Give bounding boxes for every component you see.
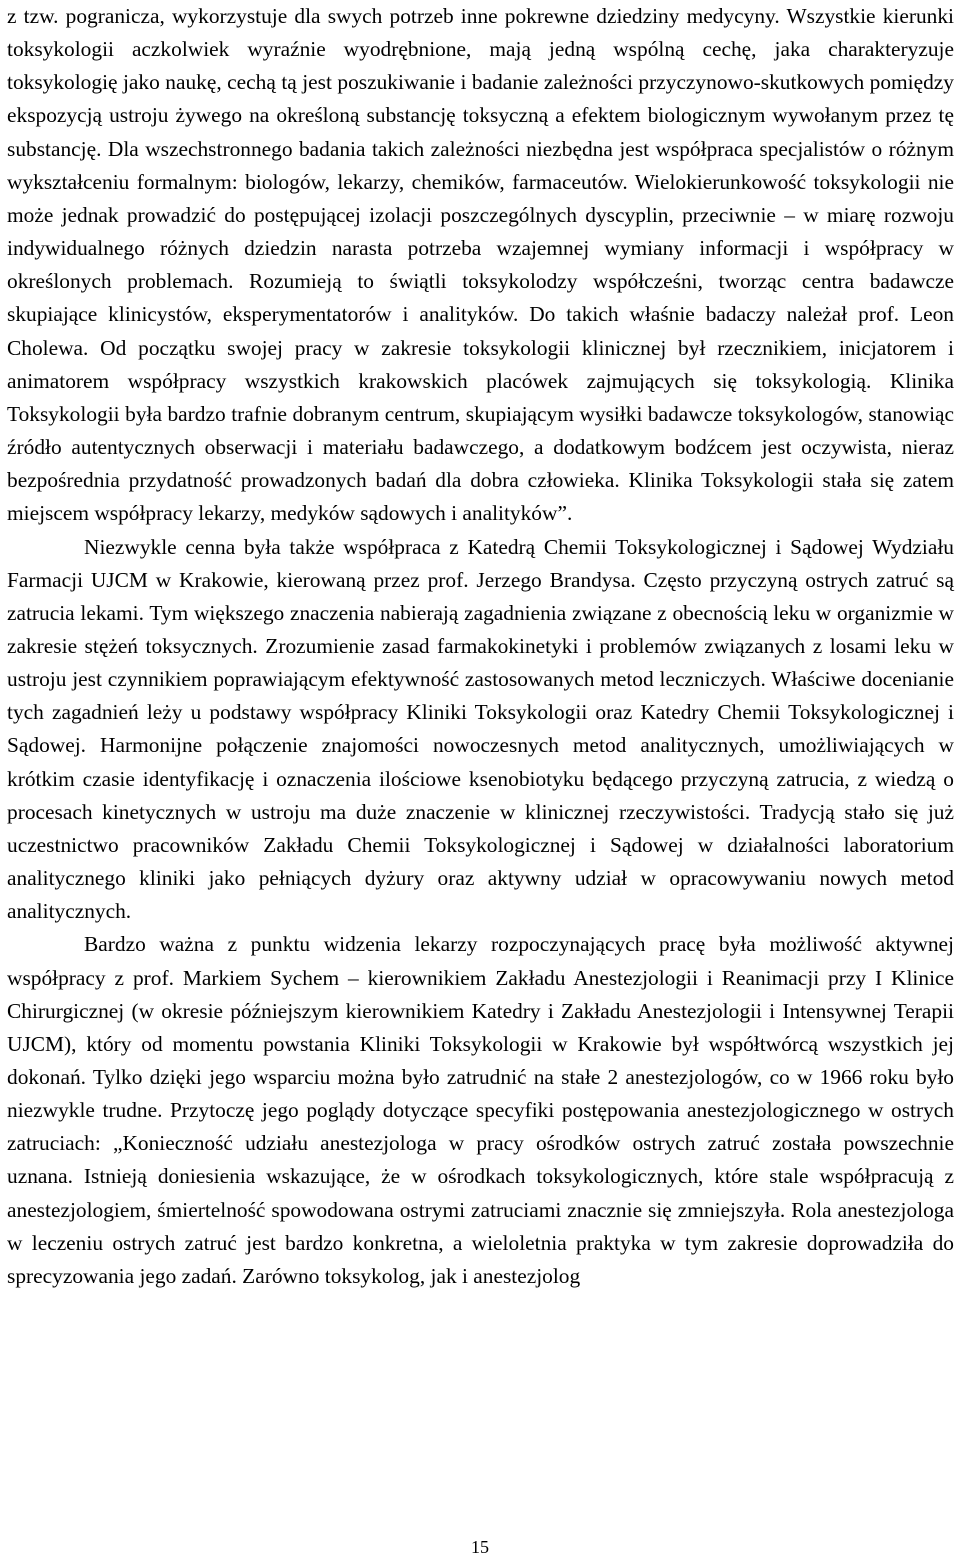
document-page bbox=[7, 0, 954, 1293]
paragraph-continuation: z tzw. pogranicza, wykorzystuje dla swych potrzeb inne pokrewne dziedziny medycyny. Wszystkie kierunki toksykologii aczkolwiek wyraźnie wyodrębnione, mają jedną wspólną cechę, jaka charakteryzuje toksykologię jako naukę, cechą tą jest poszukiwanie i badanie zależności przyczynowo-skutkowych pomiędzy ekspozycją ustroju żywego na określoną substancję toksyczną a efektem biologicznym wywołanym przez tę substancję. Dla wszechstronnego badania takich zależności niezbędna jest współpraca specjalistów o różnym wykształceniu formalnym: biologów, lekarzy, chemików, farmaceutów. Wielokierunkowość toksykologii nie może jednak prowadzić do postępującej izolacji poszczególnych dyscyplin, przeciwnie – w miarę rozwoju indywidualnego różnych dziedzin narasta potrzeba wzajemnej wymiany informacji i współpracy w określonych problemach. Rozumieją to świątli toksykolodzy współcześni, tworząc centra badawcze skupiające klinicystów, eksperymentatorów i analityków. Do takich właśnie badaczy należał prof. Leon Cholewa. Od początku swojej pracy w zakresie toksykologii klinicznej był rzecznikiem, inicjatorem i animatorem współpracy wszystkich krakowskich placówek zajmujących się toksykologią. Klinika Toksykologii była bardzo trafnie dobranym centrum, skupiającym wysiłki badawcze toksykologów, stanowiąc źródło autentycznych obserwacji i materiału badawczego, a dodatkowym bodźcem jest oczywista, nieraz bezpośrednia przydatność prowadzonych badań dla dobra człowieka. Klinika Toksykologii stała się zatem miejscem współpracy lekarzy, medyków sądowych i analityków”. bbox=[7, 4, 954, 526]
paragraph-anesthesiology-cooperation: Bardzo ważna z punktu widzenia lekarzy rozpoczynających pracę była możliwość aktywnej współpracy z prof. Markiem Sychem – kierownikiem Zakładu Anestezjologii i Reanimacji przy I Klinice Chirurgicznej (w okresie późniejszym kierownikiem Katedry i Zakładu Anestezjologii i Intensywnej Terapii UJCM), który od momentu powstania Kliniki Toksykologii w Krakowie był współtwórcą wszystkich jej dokonań. Tylko dzięki jego wsparciu można było zatrudnić na stałe 2 anestezjologów, co w 1966 roku było niezwykle trudne. Przytoczę jego poglądy dotyczące specyfiki postępowania anestezjologicznego w ostrych zatruciach: „Konieczność udziału anestezjologa w pracy ośrodków ostrych zatruć została powszechnie uznana. Istnieją doniesienia wskazujące, że w ośrodkach toksykologicznych, które stale współpracują z anestezjologiem, śmiertelność spowodowana ostrymi zatruciami znacznie się zmniejszyła. Rola anestezjologa w leczeniu ostrych zatruć jest bardzo konkretna, a wieloletnia praktyka w tym zakresie doprowadziła do sprecyzowania jego zadań. Zarówno toksykolog, jak i anestezjolog bbox=[7, 932, 954, 1288]
paragraph-chemistry-cooperation: Niezwykle cenna była także współpraca z Katedrą Chemii Toksykologicznej i Sądowej Wydziału Farmacji UJCM w Krakowie, kierowaną przez prof. Jerzego Brandysa. Często przyczyną ostrych zatruć są zatrucia lekami. Tym większego znaczenia nabierają zagadnienia związane z obecnością leku w organizmie w zakresie stężeń toksycznych. Zrozumienie zasad farmakokinetyki i problemów związanych z losami leku w ustroju jest czynnikiem poprawiającym efektywność zastosowanych metod leczniczych. Właściwe docenianie tych zagadnień leży u podstawy współpracy Kliniki Toksykologii oraz Katedry Chemii Toksykologicznej i Sądowej. Harmonijne połączenie znajomości nowoczesnych metod analitycznych, umożliwiających w krótkim czasie identyfikację i oznaczenia ilościowe ksenobiotyku będącego przyczyną zatrucia, z wiedzą o procesach kinetycznych w ustroju ma duże znaczenie w klinicznej rzeczywistości. Tradycją stało się już uczestnictwo pracowników Zakładu Chemii Toksykologicznej i Sądowej w działalności laboratorium analitycznego kliniki jako pełniących dyżury oraz aktywny udział w opracowywaniu nowych metod analitycznych. bbox=[7, 534, 954, 924]
page-number: 15 bbox=[471, 1537, 489, 1557]
